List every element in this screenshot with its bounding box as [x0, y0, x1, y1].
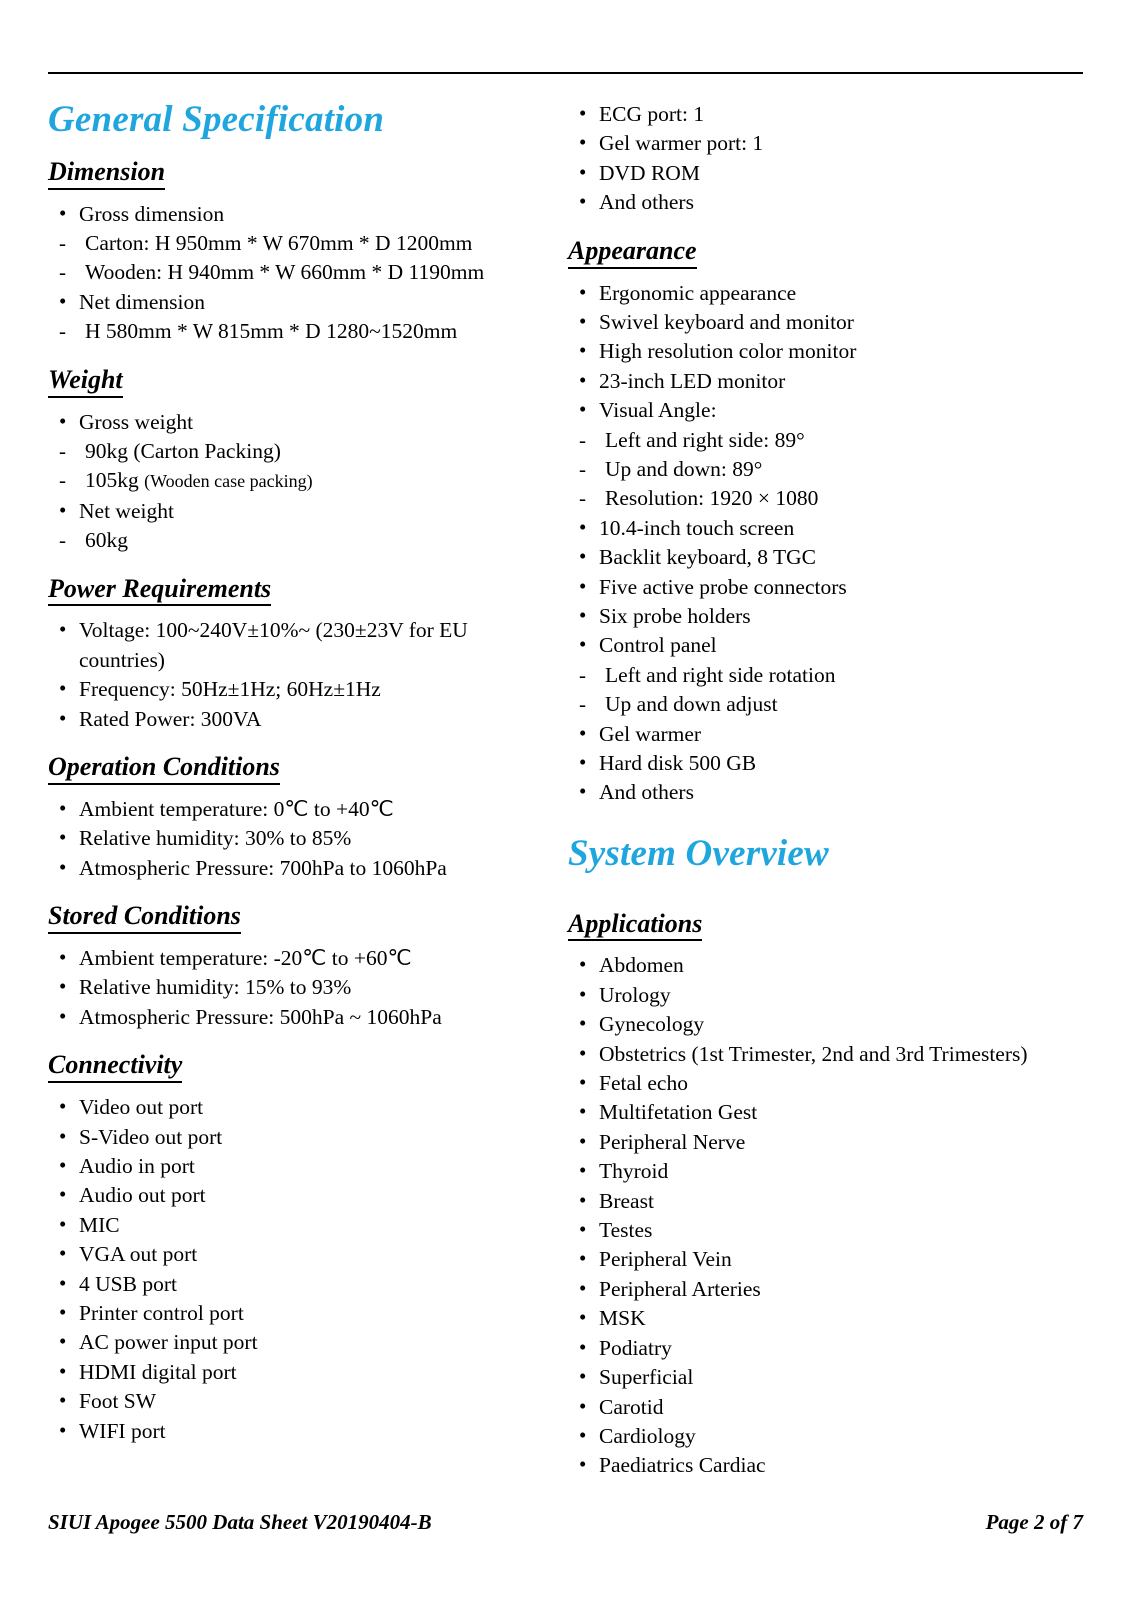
list-item: • Urology [568, 981, 1083, 1010]
list-item: • Obstetrics (1st Trimester, 2nd and 3rd Trimesters) [568, 1040, 1083, 1069]
list-item: - Left and right side rotation [568, 661, 1083, 690]
list-item: • Gross dimension [48, 200, 518, 229]
list-item: • 4 USB port [48, 1270, 518, 1299]
subsection-heading-connectivity: Connectivity [48, 1050, 182, 1083]
applications-list [568, 951, 1083, 1480]
list-item: • Ambient temperature: -20℃ to +60℃ [48, 944, 518, 973]
operation-conditions-list [48, 795, 518, 883]
list-item: - H 580mm * W 815mm * D 1280~1520mm [48, 317, 518, 346]
list-item: • And others [568, 188, 1083, 217]
page-footer [48, 1510, 1083, 1535]
list-item: • Net dimension [48, 288, 518, 317]
list-item: • Gross weight [48, 408, 518, 437]
list-item: • Atmospheric Pressure: 500hPa ~ 1060hPa [48, 1003, 518, 1032]
list-item: - Resolution: 1920 × 1080 [568, 484, 1083, 513]
list-item: • Fetal echo [568, 1069, 1083, 1098]
list-item: - Up and down: 89° [568, 455, 1083, 484]
subsection-heading-weight: Weight [48, 365, 123, 398]
list-item: • S-Video out port [48, 1123, 518, 1152]
list-item: • Testes [568, 1216, 1083, 1245]
list-item: • AC power input port [48, 1328, 518, 1357]
list-item: - 105kg (Wooden case packing) [48, 466, 518, 496]
subsection-heading-dimension: Dimension [48, 157, 165, 190]
list-item: • Frequency: 50Hz±1Hz; 60Hz±1Hz [48, 675, 518, 704]
list-item: • Breast [568, 1187, 1083, 1216]
list-item: • Audio out port [48, 1181, 518, 1210]
list-item: • Voltage: 100~240V±10%~ (230±23V for EU countries) [48, 616, 518, 675]
list-item: • Ambient temperature: 0℃ to +40℃ [48, 795, 518, 824]
list-item: • MIC [48, 1211, 518, 1240]
list-item: • Control panel [568, 631, 1083, 660]
list-item: • Carotid [568, 1393, 1083, 1422]
list-item: • Cardiology [568, 1422, 1083, 1451]
left-sections-container [48, 157, 518, 1446]
subsection-heading-power-requirements: Power Requirements [48, 574, 271, 607]
list-item: • ECG port: 1 [568, 100, 1083, 129]
list-item: • Relative humidity: 30% to 85% [48, 824, 518, 853]
dimension-list [48, 200, 518, 347]
subsection-heading-stored-conditions: Stored Conditions [48, 901, 241, 934]
weight-list [48, 408, 518, 556]
list-item: • Podiatry [568, 1334, 1083, 1363]
list-item: - Up and down adjust [568, 690, 1083, 719]
list-item: • Gel warmer port: 1 [568, 129, 1083, 158]
list-item: • DVD ROM [568, 159, 1083, 188]
list-item: - Wooden: H 940mm * W 660mm * D 1190mm [48, 258, 518, 287]
list-item: • High resolution color monitor [568, 337, 1083, 366]
list-item: • Gynecology [568, 1010, 1083, 1039]
header-rule [48, 72, 1083, 74]
connectivity-continued-list [568, 100, 1083, 218]
list-item: • MSK [568, 1304, 1083, 1333]
list-item: • 23-inch LED monitor [568, 367, 1083, 396]
list-item: • Gel warmer [568, 720, 1083, 749]
appearance-list [568, 279, 1083, 808]
list-item: • Peripheral Arteries [568, 1275, 1083, 1304]
list-item: • Six probe holders [568, 602, 1083, 631]
list-item: - 90kg (Carton Packing) [48, 437, 518, 466]
list-item: • Multifetation Gest [568, 1098, 1083, 1127]
list-item: • Peripheral Nerve [568, 1128, 1083, 1157]
list-item: • Five active probe connectors [568, 573, 1083, 602]
list-item: • And others [568, 778, 1083, 807]
list-item: • Atmospheric Pressure: 700hPa to 1060hPa [48, 854, 518, 883]
list-item: • VGA out port [48, 1240, 518, 1269]
section-heading-general-specification: General Specification [48, 99, 385, 140]
list-item: • Ergonomic appearance [568, 279, 1083, 308]
list-item: - Left and right side: 89° [568, 426, 1083, 455]
subsection-heading-appearance: Appearance [568, 236, 697, 269]
list-item: • WIFI port [48, 1417, 518, 1446]
list-item: • Hard disk 500 GB [568, 749, 1083, 778]
list-item: • Thyroid [568, 1157, 1083, 1186]
list-item: • Swivel keyboard and monitor [568, 308, 1083, 337]
list-item: • Paediatrics Cardiac [568, 1451, 1083, 1480]
list-item: • Relative humidity: 15% to 93% [48, 973, 518, 1002]
list-item: • Net weight [48, 497, 518, 526]
right-column [568, 100, 1083, 1481]
stored-conditions-list [48, 944, 518, 1032]
subsection-heading-applications: Applications [568, 909, 702, 942]
list-item: • Peripheral Vein [568, 1245, 1083, 1274]
list-item: • Abdomen [568, 951, 1083, 980]
list-item: • Audio in port [48, 1152, 518, 1181]
connectivity-list [48, 1093, 518, 1446]
footer-right-page-number: Page 2 of 7 [985, 1510, 1083, 1534]
list-item: • Rated Power: 300VA [48, 705, 518, 734]
list-item: • Foot SW [48, 1387, 518, 1416]
list-item: • Superficial [568, 1363, 1083, 1392]
subsection-heading-operation-conditions: Operation Conditions [48, 752, 280, 785]
page-columns [48, 100, 1083, 1481]
list-item: - Carton: H 950mm * W 670mm * D 1200mm [48, 229, 518, 258]
left-column [48, 100, 518, 1481]
list-item: - 60kg [48, 526, 518, 555]
list-item: • 10.4-inch touch screen [568, 514, 1083, 543]
list-item: • Backlit keyboard, 8 TGC [568, 543, 1083, 572]
footer-left-text: SIUI Apogee 5500 Data Sheet V20190404-B [48, 1510, 432, 1534]
section-heading-system-overview: System Overview [568, 832, 829, 874]
list-item: • Visual Angle: [568, 396, 1083, 425]
list-item: • HDMI digital port [48, 1358, 518, 1387]
list-item: • Printer control port [48, 1299, 518, 1328]
power-requirements-list [48, 616, 518, 734]
list-item: • Video out port [48, 1093, 518, 1122]
